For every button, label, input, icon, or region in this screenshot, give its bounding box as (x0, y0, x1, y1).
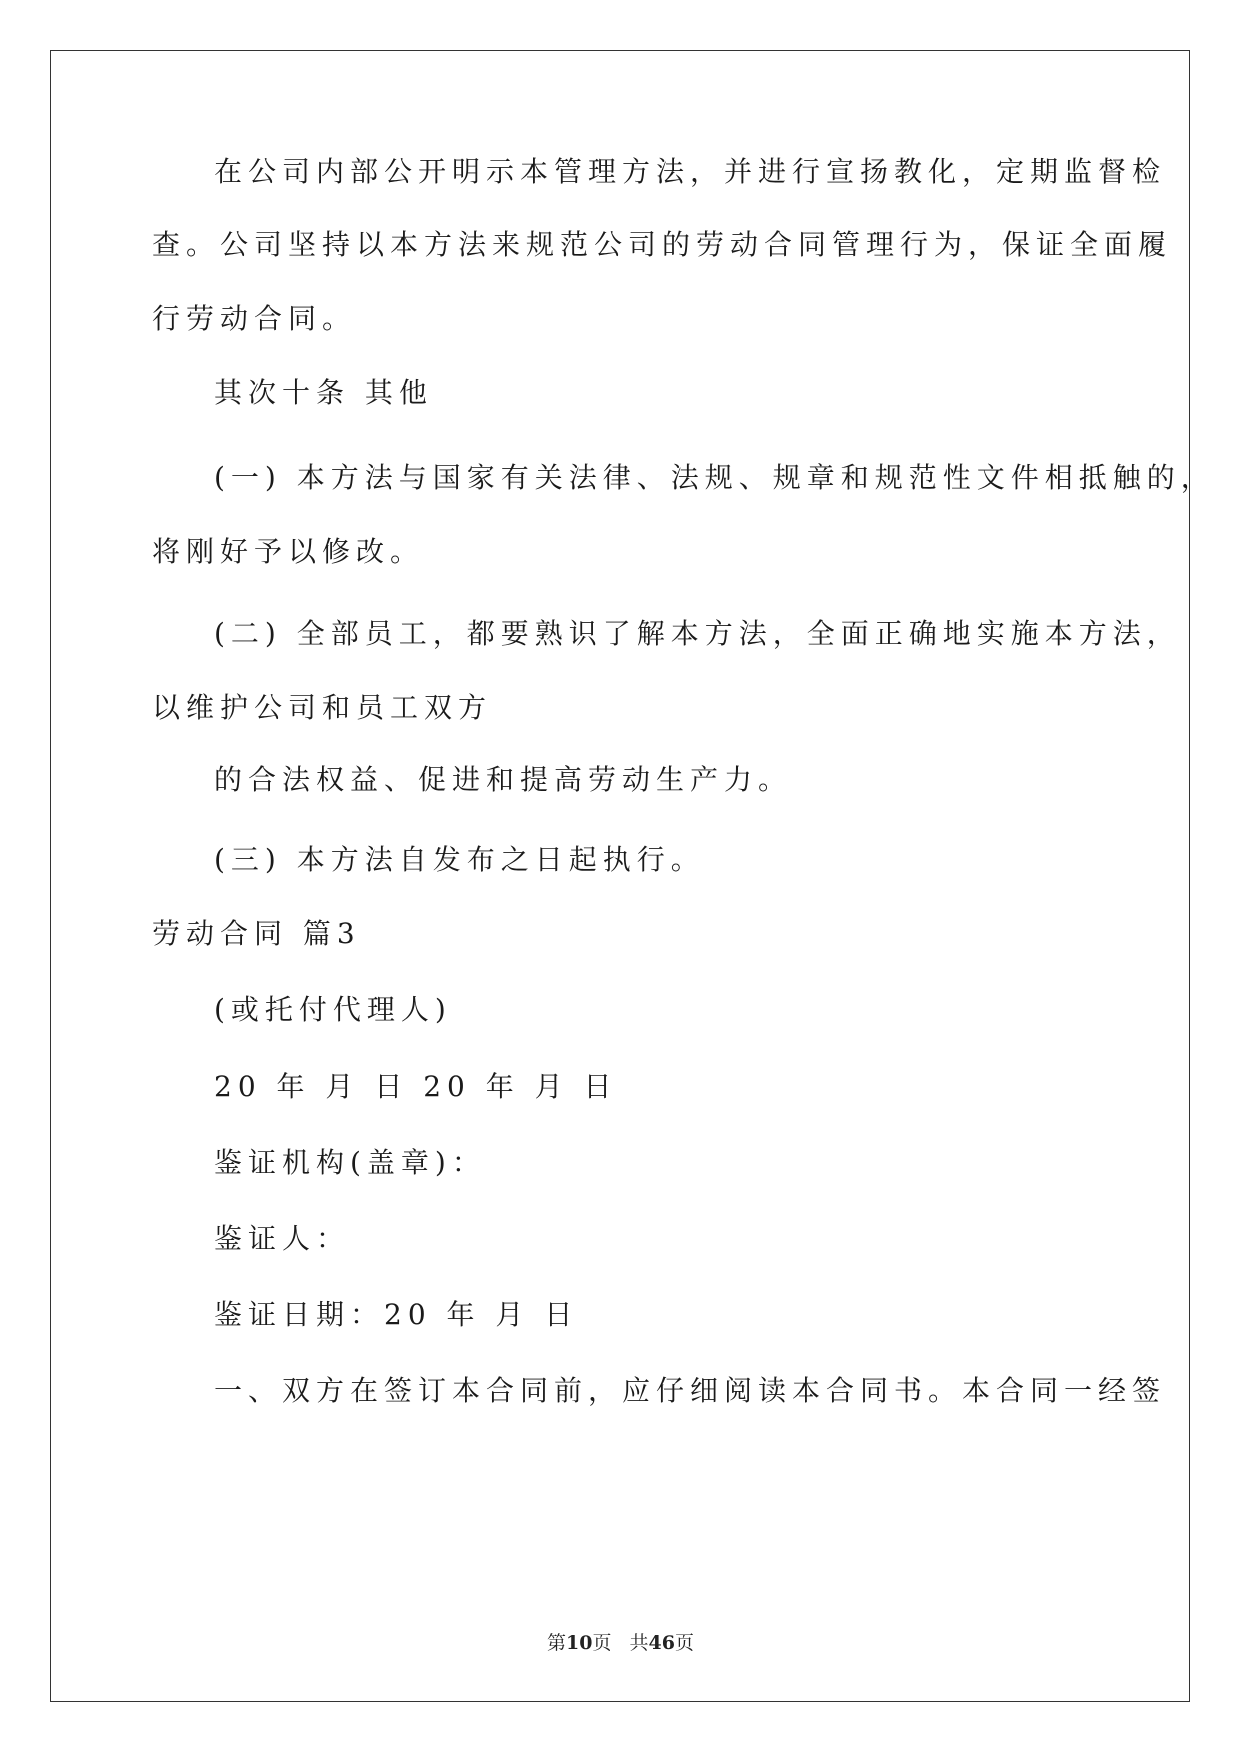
date-line: 鉴证日期：20 年 月 日 (214, 1298, 579, 1331)
body-text-line: 以维护公司和员工双方 (152, 691, 493, 724)
footer-page-unit: 页 (592, 1632, 612, 1654)
footer-total-pages: 46 (648, 1632, 675, 1654)
date-line: 20 年 月 日 20 年 月 日 (214, 1070, 618, 1103)
body-text-line: 将刚好予以修改。 (152, 535, 425, 568)
section-heading: 劳动合同 篇3 (152, 917, 361, 950)
body-text-line: (二) 全部员工，都要熟识了解本方法，全面正确地实施本方法， (214, 617, 1181, 650)
footer-prefix: 第 (547, 1632, 567, 1654)
footer-page-number: 10 (566, 1632, 593, 1654)
body-text-line: 行劳动合同。 (152, 302, 357, 335)
body-text-line: 鉴证人： (214, 1222, 351, 1255)
body-text-line: 的合法权益、促进和提高劳动生产力。 (214, 763, 793, 796)
page-footer (0, 1628, 1241, 1655)
footer-total-unit: 页 (674, 1632, 694, 1654)
article-heading: 其次十条 其他 (214, 376, 433, 409)
body-text-line: (或托付代理人) (214, 993, 452, 1026)
body-text-line: 鉴证机构(盖章)： (214, 1146, 486, 1179)
body-text-line: 在公司内部公开明示本管理方法，并进行宣扬教化，定期监督检 (214, 155, 1167, 188)
body-text-line: (一) 本方法与国家有关法律、法规、规章和规范性文件相抵触的， (214, 461, 1215, 494)
footer-total-prefix: 共 (629, 1632, 649, 1654)
body-text-line: 一、双方在签订本合同前，应仔细阅读本合同书。本合同一经签 (214, 1374, 1167, 1407)
body-text-line: 查。公司坚持以本方法来规范公司的劳动合同管理行为，保证全面履 (152, 228, 1173, 261)
body-text-line: (三) 本方法自发布之日起执行。 (214, 843, 705, 876)
